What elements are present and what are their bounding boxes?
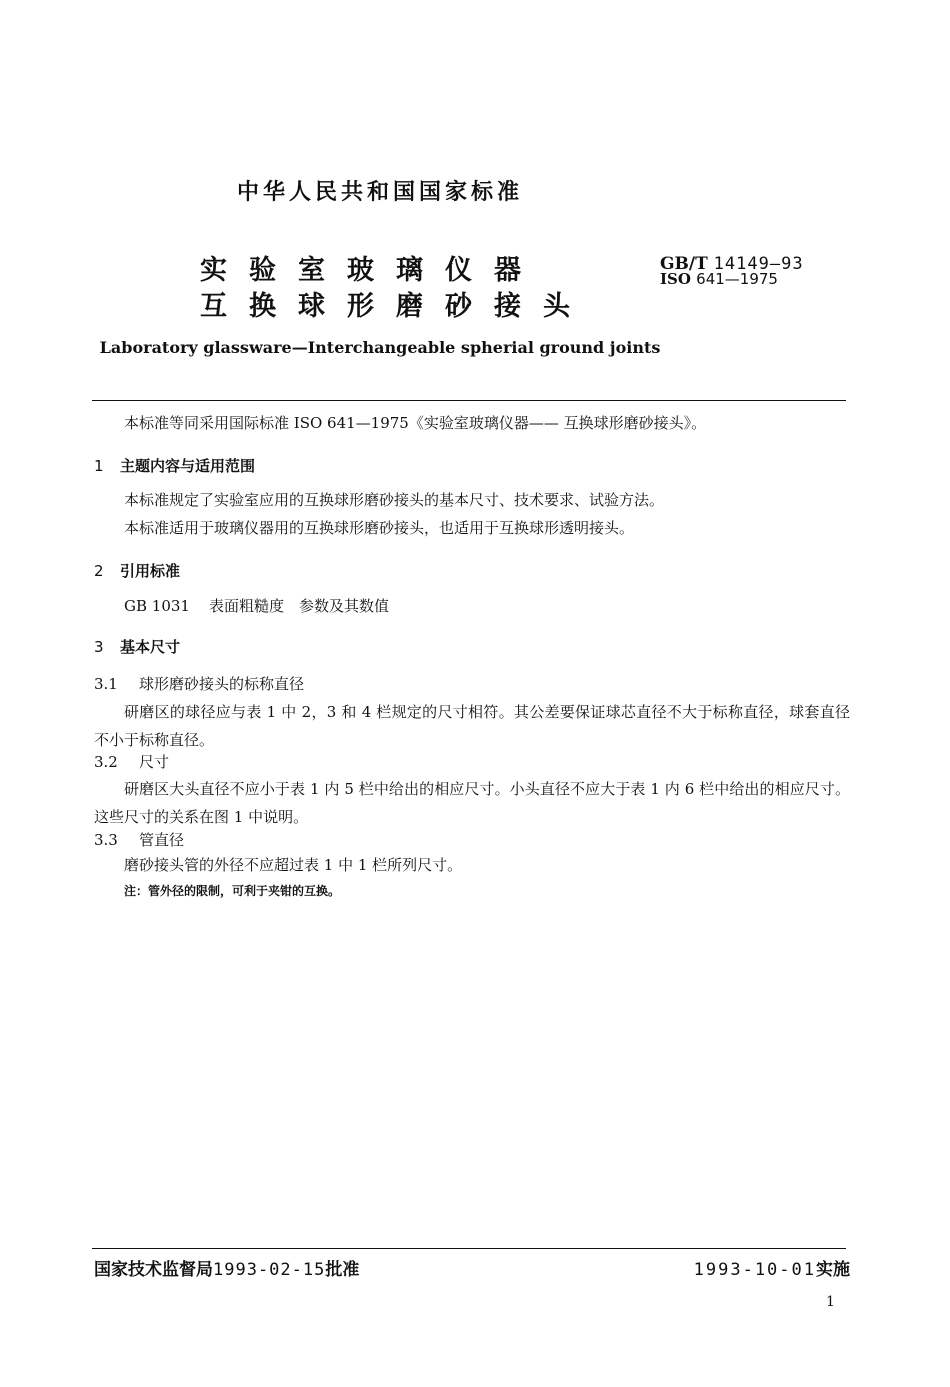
footer-divider	[92, 1248, 846, 1249]
reference-standard-entry	[124, 596, 389, 616]
section-3-3-paragraph: 磨砂接头管的外径不应超过表 1 中 1 栏所列尺寸。	[124, 856, 463, 874]
iso-standard-code	[660, 270, 778, 288]
approval-line	[94, 1255, 359, 1280]
iso-code-number: 641—1975	[696, 270, 778, 288]
section-3-1-number: 3.1	[94, 675, 118, 693]
approval-suffix: 批准	[325, 1260, 360, 1280]
section-3-3-title: 管直径	[139, 831, 185, 849]
effective-suffix: 实施	[816, 1260, 850, 1280]
iso-code-prefix: ISO	[660, 270, 691, 288]
document-title-line-2: 互换球形磨砂接头	[200, 291, 592, 322]
section-3-2-number: 3.2	[94, 753, 118, 771]
effective-line	[694, 1255, 850, 1280]
document-title-line-1: 实验室玻璃仪器	[200, 255, 543, 286]
section-3-2-paragraph: 研磨区大头直径不应小于表 1 内 5 栏中给出的相应尺寸。小头直径不应大于表 1 内 6 栏中给出的相应尺寸。这些尺寸的关系在图 1 中说明。	[94, 780, 850, 826]
gb-code-number: 14149—93	[713, 254, 804, 274]
section-2-heading	[94, 560, 180, 581]
section-3-2-title: 尺寸	[139, 753, 170, 771]
section-1-title: 主题内容与适用范围	[120, 457, 256, 475]
intro-paragraph: 本标准等同采用国际标准 ISO 641—1975《实验室玻璃仪器—— 互换球形磨砂接头》。	[124, 414, 707, 432]
reference-title: 表面粗糙度 参数及其数值	[209, 597, 390, 615]
section-3-1-paragraph: 研磨区的球径应与表 1 中 2，3 和 4 栏规定的尺寸相符。其公差要保证球芯直径不大于标称直径，球套直径不小于标称直径。	[94, 703, 850, 749]
section-3-title: 基本尺寸	[120, 638, 181, 656]
page-number: 1	[826, 1294, 835, 1310]
reference-code: GB 1031	[124, 597, 190, 615]
effective-date: 1993-10-01	[693, 1260, 816, 1280]
section-1-heading	[94, 455, 255, 476]
section-3-3-number: 3.3	[94, 831, 118, 849]
section-3-number: 3	[94, 638, 104, 656]
national-standard-heading: 中华人民共和国国家标准	[236, 180, 523, 205]
section-2-title: 引用标准	[120, 562, 181, 580]
section-3-heading	[94, 636, 180, 657]
section-3-1-title: 球形磨砂接头的标称直径	[139, 675, 305, 693]
approval-date: 1993-02-15	[213, 1260, 326, 1280]
section-1-paragraph-2: 本标准适用于玻璃仪器用的互换球形磨砂接头，也适用于互换球形透明接头。	[124, 519, 635, 537]
gb-code-prefix: GB/T	[660, 254, 708, 274]
section-3-1-heading	[94, 674, 304, 694]
approval-organization: 国家技术监督局	[94, 1260, 213, 1280]
header-divider	[92, 400, 846, 401]
section-1-paragraph-1: 本标准规定了实验室应用的互换球形磨砂接头的基本尺寸、技术要求、试验方法。	[124, 491, 665, 509]
section-3-3-heading	[94, 830, 184, 850]
section-3-2-heading	[94, 752, 169, 772]
section-2-number: 2	[94, 562, 104, 580]
english-title: Laboratory glassware—Interchangeable spherial ground joints	[99, 338, 661, 357]
section-3-3-note: 注：管外径的限制，可利于夹钳的互换。	[124, 884, 341, 898]
section-1-number: 1	[94, 457, 104, 475]
